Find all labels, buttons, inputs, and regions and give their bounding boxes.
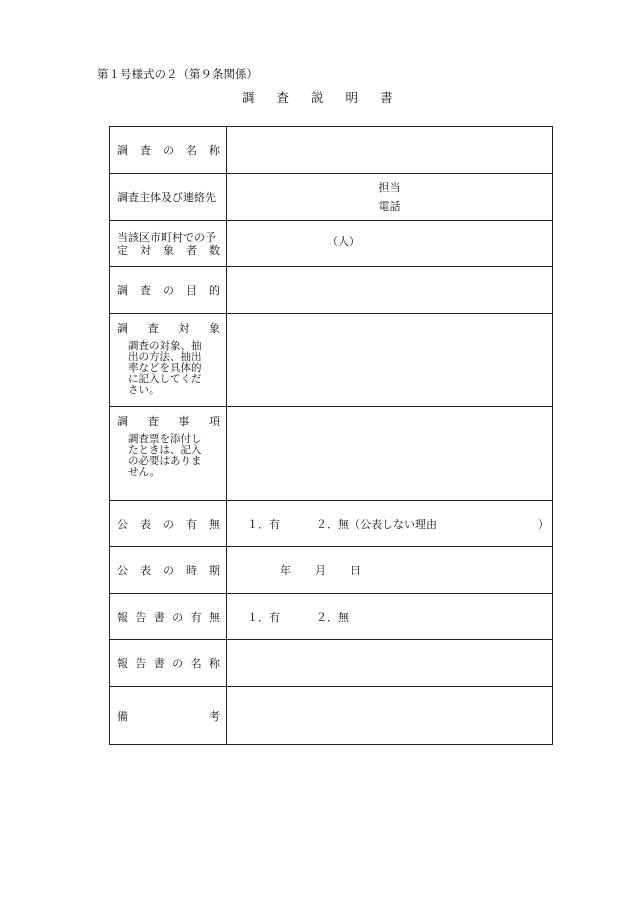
field-remarks[interactable] bbox=[227, 687, 553, 745]
report-option-no[interactable]: ２．無 bbox=[316, 610, 349, 624]
document-title bbox=[242, 88, 393, 106]
field-report[interactable] bbox=[227, 594, 553, 640]
label-purpose: 調 査 の 目 的 bbox=[110, 267, 227, 314]
label-report-name: 報 告 書 の 名 称 bbox=[110, 640, 227, 687]
row-purpose bbox=[110, 267, 553, 314]
title-char: 査 bbox=[276, 90, 290, 105]
field-report-name[interactable] bbox=[227, 640, 553, 687]
field-target[interactable] bbox=[227, 314, 553, 407]
field-organizer[interactable] bbox=[227, 174, 553, 221]
items-note: 調査票を添付し たときは、記入 の必要はありま せん。 bbox=[128, 433, 202, 478]
label-organizer: 調査主体及び連絡先 bbox=[110, 174, 227, 221]
row-publication-time bbox=[110, 547, 553, 594]
title-char: 書 bbox=[380, 90, 393, 105]
contact-person-label: 担当 bbox=[378, 181, 401, 194]
unit-label: （人） bbox=[327, 234, 360, 248]
label-publication: 公 表 の 有 無 bbox=[110, 501, 227, 547]
label-items: 調 査 事 項 調査票を添付し たときは、記入 の必要はありま せん。 bbox=[110, 407, 227, 501]
row-planned-count bbox=[110, 221, 553, 267]
close-paren: ） bbox=[538, 517, 549, 531]
label-publication-time: 公 表 の 時 期 bbox=[110, 547, 227, 594]
field-survey-name[interactable] bbox=[227, 127, 553, 174]
row-publication bbox=[110, 501, 553, 547]
label-report: 報 告 書 の 有 無 bbox=[110, 594, 227, 640]
target-note: 調査の対象、抽 出の方法、抽出 率などを具体的 に記入してくだ さい。 bbox=[128, 340, 202, 396]
title-char: 明 bbox=[345, 90, 359, 105]
title-char: 調 bbox=[242, 90, 255, 105]
option-yes[interactable]: １．有 bbox=[247, 517, 280, 531]
title-char: 説 bbox=[311, 90, 324, 105]
row-remarks bbox=[110, 687, 553, 745]
year-label: 年 bbox=[280, 564, 291, 577]
row-items bbox=[110, 407, 553, 501]
row-organizer bbox=[110, 174, 553, 221]
row-report bbox=[110, 594, 553, 640]
month-label: 月 bbox=[315, 564, 326, 577]
report-option-yes[interactable]: １．有 bbox=[247, 610, 280, 624]
field-purpose[interactable] bbox=[227, 267, 553, 314]
row-report-name bbox=[110, 640, 553, 687]
label-remarks: 備 考 bbox=[110, 687, 227, 745]
field-publication[interactable] bbox=[227, 501, 553, 547]
row-target bbox=[110, 314, 553, 407]
label-survey-name: 調 査 の 名 称 bbox=[110, 127, 227, 174]
field-publication-time[interactable] bbox=[227, 547, 553, 594]
form-number: 第１号様式の２（第９条関係） bbox=[97, 67, 258, 81]
survey-form-table bbox=[109, 126, 553, 745]
field-items[interactable] bbox=[227, 407, 553, 501]
field-planned-count[interactable] bbox=[227, 221, 553, 267]
day-label: 日 bbox=[350, 564, 361, 577]
phone-label: 電話 bbox=[378, 200, 401, 213]
label-target: 調 査 対 象 調査の対象、抽 出の方法、抽出 率などを具体的 に記入してくだ さい。 bbox=[110, 314, 227, 407]
row-survey-name bbox=[110, 127, 553, 174]
option-no-reason[interactable]: ２．無（公表しない理由 bbox=[316, 517, 437, 531]
label-planned-count: 当該区市町村での予 定 対 象 者 数 bbox=[110, 221, 227, 267]
